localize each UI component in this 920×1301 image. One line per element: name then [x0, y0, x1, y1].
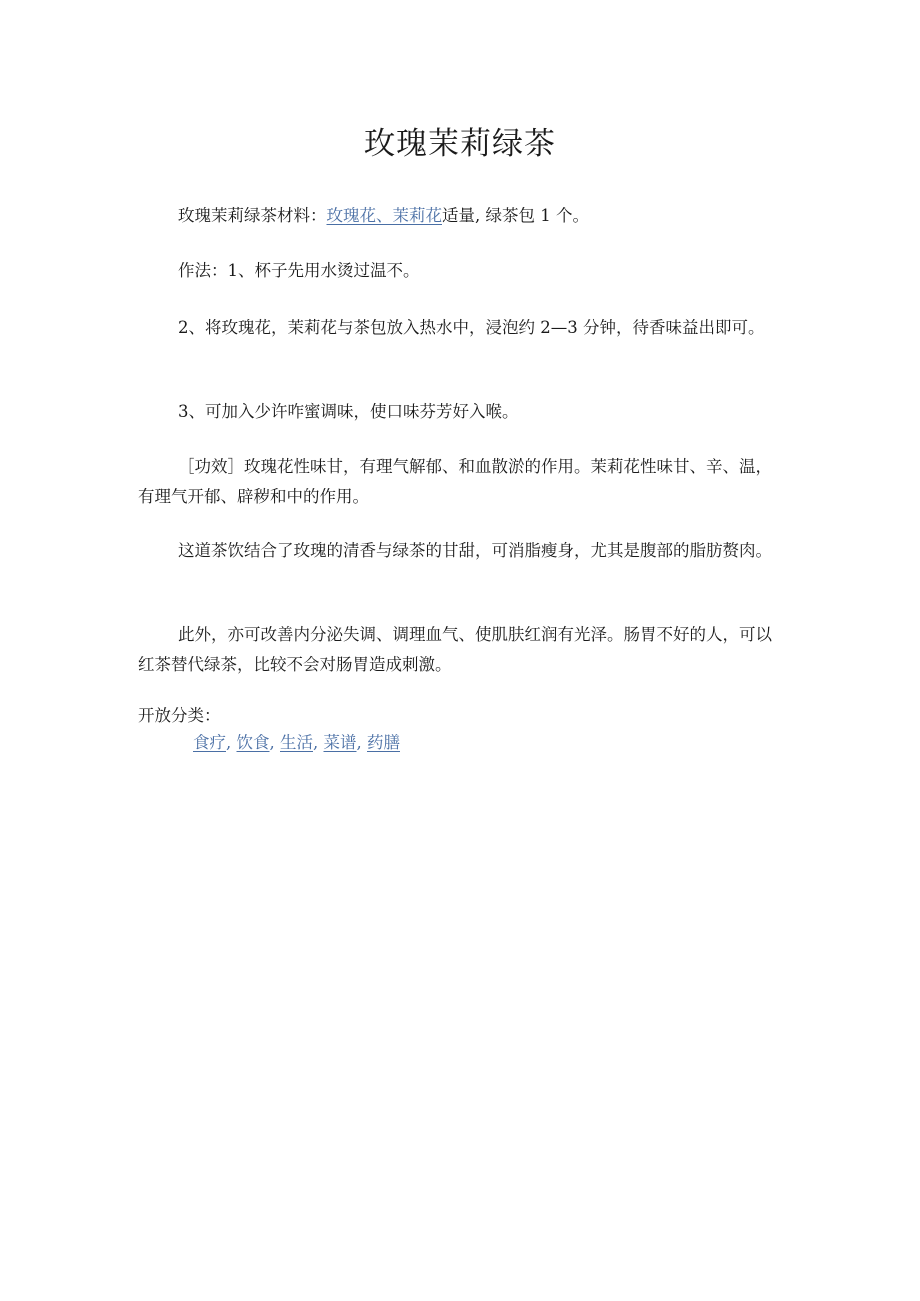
category-link-food-therapy[interactable]: 食疗	[193, 733, 226, 752]
category-link-medicinal-diet[interactable]: 药膳	[367, 733, 400, 752]
category-separator: ,	[269, 733, 275, 752]
category-separator: ,	[313, 733, 319, 752]
category-separator: ,	[226, 733, 232, 752]
rose-link[interactable]: 玫瑰花	[326, 206, 376, 225]
categories-label: 开放分类：	[138, 706, 221, 725]
ingredients-prefix: 玫瑰茉莉绿茶材料：	[178, 206, 327, 225]
benefit-paragraph-1: 这道茶饮结合了玫瑰的清香与绿茶的甘甜，可消脂瘦身，尤其是腹部的脂肪赘肉。	[178, 541, 772, 560]
link-separator: 、	[376, 206, 393, 225]
method-step-3: 3、可加入少许咋蜜调味，使口味芬芳好入喉。	[178, 402, 519, 421]
category-separator: ,	[356, 733, 362, 752]
page-title: 玫瑰茉莉绿茶	[364, 126, 556, 162]
category-link-diet[interactable]: 饮食	[236, 733, 270, 752]
ingredients-paragraph	[138, 201, 778, 231]
category-link-recipes[interactable]: 菜谱	[323, 733, 357, 752]
jasmine-link[interactable]: 茉莉花	[392, 206, 442, 225]
categories-list	[193, 728, 400, 758]
benefit-paragraph-2: 此外，亦可改善内分泌失调、调理血气、使肌肤红润有光泽。肠胃不好的人，可以红茶替代绿茶，比较不会对肠胃造成刺激。	[138, 625, 772, 674]
efficacy-paragraph: ［功效］玫瑰花性味甘，有理气解郁、和血散淤的作用。茉莉花性味甘、辛、温，有理气开郁、辟秽和中的作用。	[138, 457, 772, 506]
ingredients-suffix: 适量, 绿茶包 1 个。	[442, 206, 589, 225]
method-step-2: 2、将玫瑰花，茉莉花与茶包放入热水中，浸泡约 2—3 分钟，待香味益出即可。	[178, 318, 765, 337]
category-link-life[interactable]: 生活	[280, 733, 313, 752]
method-step-1: 作法：1、杯子先用水烫过温不。	[178, 261, 420, 280]
